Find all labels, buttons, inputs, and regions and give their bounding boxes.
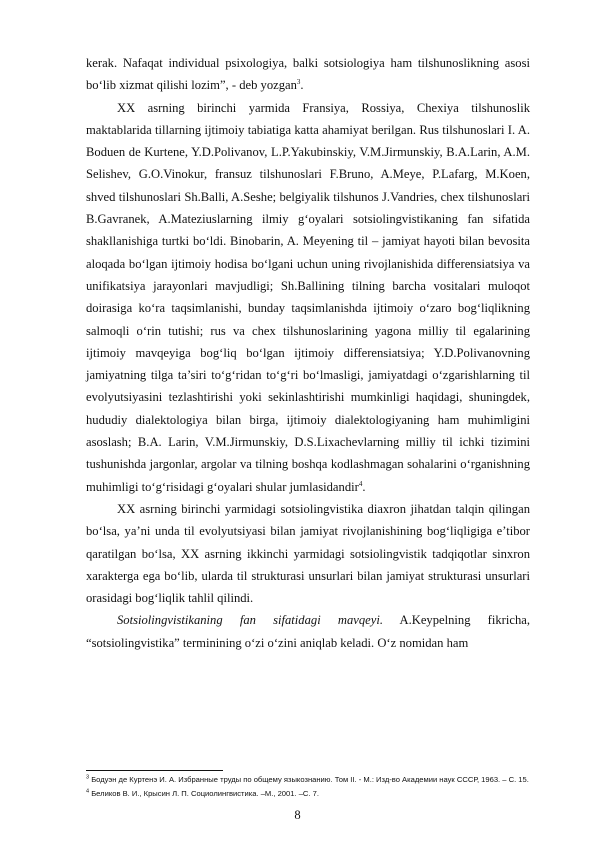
footnote-text: Беликов В. И., Крысин Л. П. Социолингвистика. –М., 2001. –С. 7.	[91, 789, 319, 798]
footnote-3	[86, 774, 530, 785]
paragraph-4: Sotsiolingvistikaning fan sifatidagi mavqeyi. A.Keypelning fikricha, “sotsiolingvistika” terminining o‘zi o‘zini aniqlab keladi. O‘z nomidan ham	[86, 613, 530, 650]
paragraph-3: XX asrning birinchi yarmidagi sotsiolingvistika diaxron jihatdan talqin qilingan bo‘lsa, ya’ni unda til evolyutsiyasi bilan jamiyat rivojlanishining bog‘liqligiga e’tibor qaratilgan bo‘lsa, XX asrning ikkinchi yarmidagi sotsiolingvistik tadqiqotlar sinxron xarakterga ega bo‘lib, ularda til strukturasi unsurlari bilan jamiyat strukturasi unsurlari orasidagi bog‘liqlik tahlil qilindi.	[86, 501, 530, 606]
page-body	[86, 52, 530, 654]
footnotes	[86, 774, 530, 802]
footnote-number: 3	[86, 774, 90, 781]
section-heading-italic: Sotsiolingvistikaning fan sifatidagi mavqeyi.	[117, 613, 383, 628]
footnote-ref-4[interactable]: 4	[358, 479, 363, 488]
footnote-ref-3[interactable]: 3	[296, 78, 301, 87]
footnote-separator	[86, 770, 223, 771]
page-number: 8	[294, 808, 301, 822]
footnote-text: Бодуэн де Куртенэ И. А. Избранные труды по общему языкознанию. Том II. - М.: Изд-во Академии наук СССР, 1963. – С. 15.	[91, 775, 529, 784]
footnote-number: 4	[86, 788, 90, 795]
footnote-4	[86, 788, 530, 799]
paragraph-1: kerak. Nafaqat individual psixologiya, balki sotsiologiya ham tilshunoslikning asosi bo‘lib xizmat qilishi lozim”, - deb yozgan$^3$.	[86, 56, 530, 93]
paragraph-2: XX asrning birinchi yarmida Fransiya, Rossiya, Chexiya tilshunoslik maktablarida tillarning ijtimoiy tabiatiga katta ahamiyat berilgan. Rus tilshunoslari I. A. Boduen de Kurtene, Y.D.Polivanov, L.P.Yakubinskiy, V.M.Jirmunskiy, B.A.Larin, A.M. Selishev, G.O.Vinokur, fransuz tilshunoslari F.Bruno, A.Meye, P.Lafarg, M.Koen, shved tilshunoslari Sh.Balli, A.Seshe; belgiyalik tilshunos J.Vandries, chex tilshunoslari B.Gavranek, A.Mateziuslarning ilmiy g‘oyalari sotsiolingvistikaning fan sifatida shakllanishiga turtki bo‘ldi. Binobarin, A. Meyening til – jamiyat hayoti bilan bevosita aloqada bo‘lgan ijtimoiy hodisa bo‘lgani uchun uning rivojlanishida differensiatsiya va unifikatsiya jarayonlari mavjudligi; Sh.Ballining tilning barcha vositalari muloqot doirasiga ko‘ra taqsimlanishi, bunday taqsimlanishda ijtimoiy o‘zaro bog‘liqlikning salmoqli o‘rin tutishi; rus va chex tilshunoslarining yagona milliy til egalarining ijtimoiy mavqeyiga bog‘liq bo‘lgan ijtimoiy differensiatsiya; Y.D.Polivanovning jamiyatning tilga ta’siri to‘g‘ridan to‘g‘ri bo‘lmasligi, jamiyatdagi o‘zgarishlarning til evolyutsiyasini tezlashtirishi yoki sekinlashtirishi mumkinligi haqidagi, shuningdek, hududiy dialektologiya bilan birga, ijtimoiy dialektologiyaning ham muhimligini asoslash; B.A. Larin, V.M.Jirmunskiy, D.S.Lixachevlarning milliy til ichki tizimini tushunishda jargonlar, argolar va tilning boshqa kodlashmagan sohalarini o‘rganishning muhimligi to‘g‘risidagi g‘oyalari shular jumlasidandir$^4$.	[86, 100, 530, 494]
